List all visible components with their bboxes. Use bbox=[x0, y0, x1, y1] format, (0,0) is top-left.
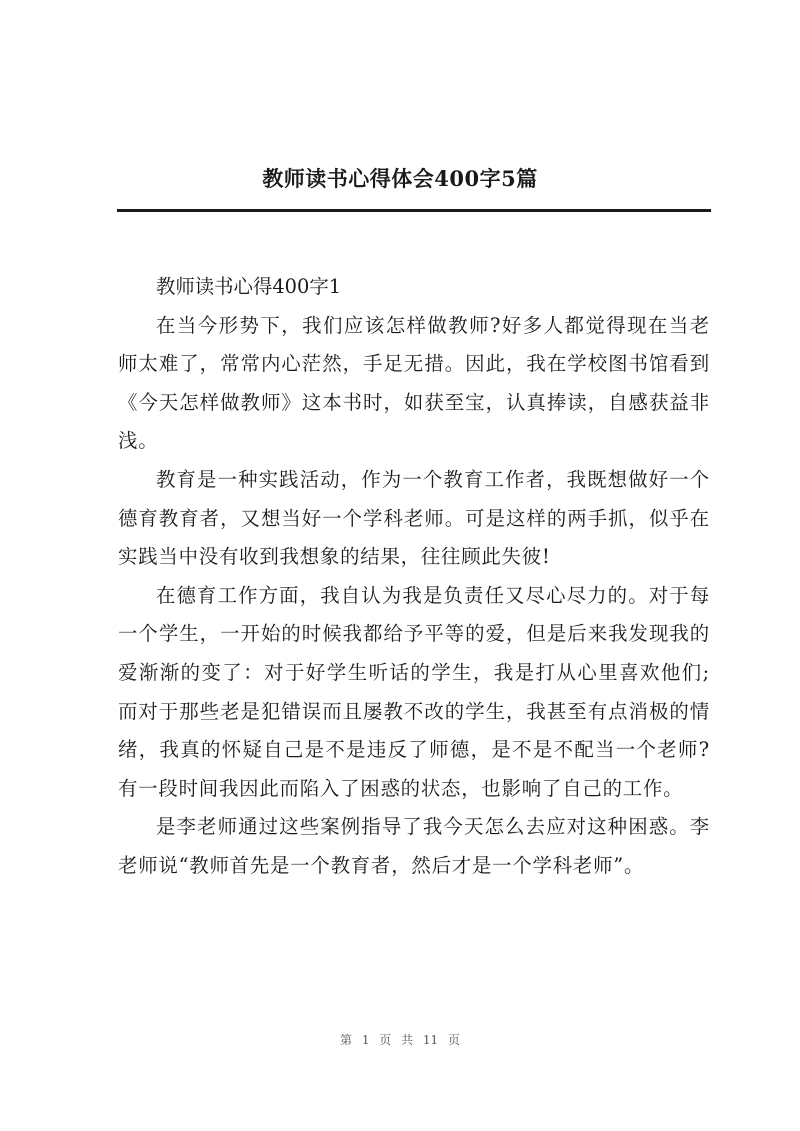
document-body bbox=[118, 268, 710, 886]
document-title: 教师读书心得体会400字5篇 bbox=[262, 166, 538, 191]
paragraph-4: 是李老师通过这些案例指导了我今天怎么去应对这种困惑。李老师说“教师首先是一个教育者，然后才是一个学科老师”。 bbox=[118, 815, 710, 877]
paragraph-1: 在当今形势下，我们应该怎样做教师?好多人都觉得现在当老师太难了，常常内心茫然，手足无措。因此，我在学校图书馆看到《今天怎样做教师》这本书时，如获至宝，认真捧读，自感获益非浅。 bbox=[118, 313, 710, 453]
paragraph-2: 教育是一种实践活动，作为一个教育工作者，我既想做好一个德育教育者，又想当好一个学科老师。可是这样的两手抓，似乎在实践当中没有收到我想象的结果，往往顾此失彼! bbox=[118, 467, 710, 569]
paragraph-3: 在德育工作方面，我自认为我是负责任又尽心尽力的。对于每一个学生，一开始的时候我都给予平等的爱，但是后来我发现我的爱渐渐的变了：对于好学生听话的学生，我是打从心里喜欢他们;而对于那些老是犯错误而且屡教不改的学生，我甚至有点消极的情绪，我真的怀疑自己是不是违反了师德，是不是不配当一个老师?有一段时间我因此而陷入了困惑的状态，也影响了自己的工作。 bbox=[118, 583, 710, 800]
page-number-footer: 第 1 页 共 11 页 bbox=[340, 1033, 460, 1047]
title-divider bbox=[117, 209, 711, 212]
section-heading: 教师读书心得400字1 bbox=[156, 275, 342, 298]
